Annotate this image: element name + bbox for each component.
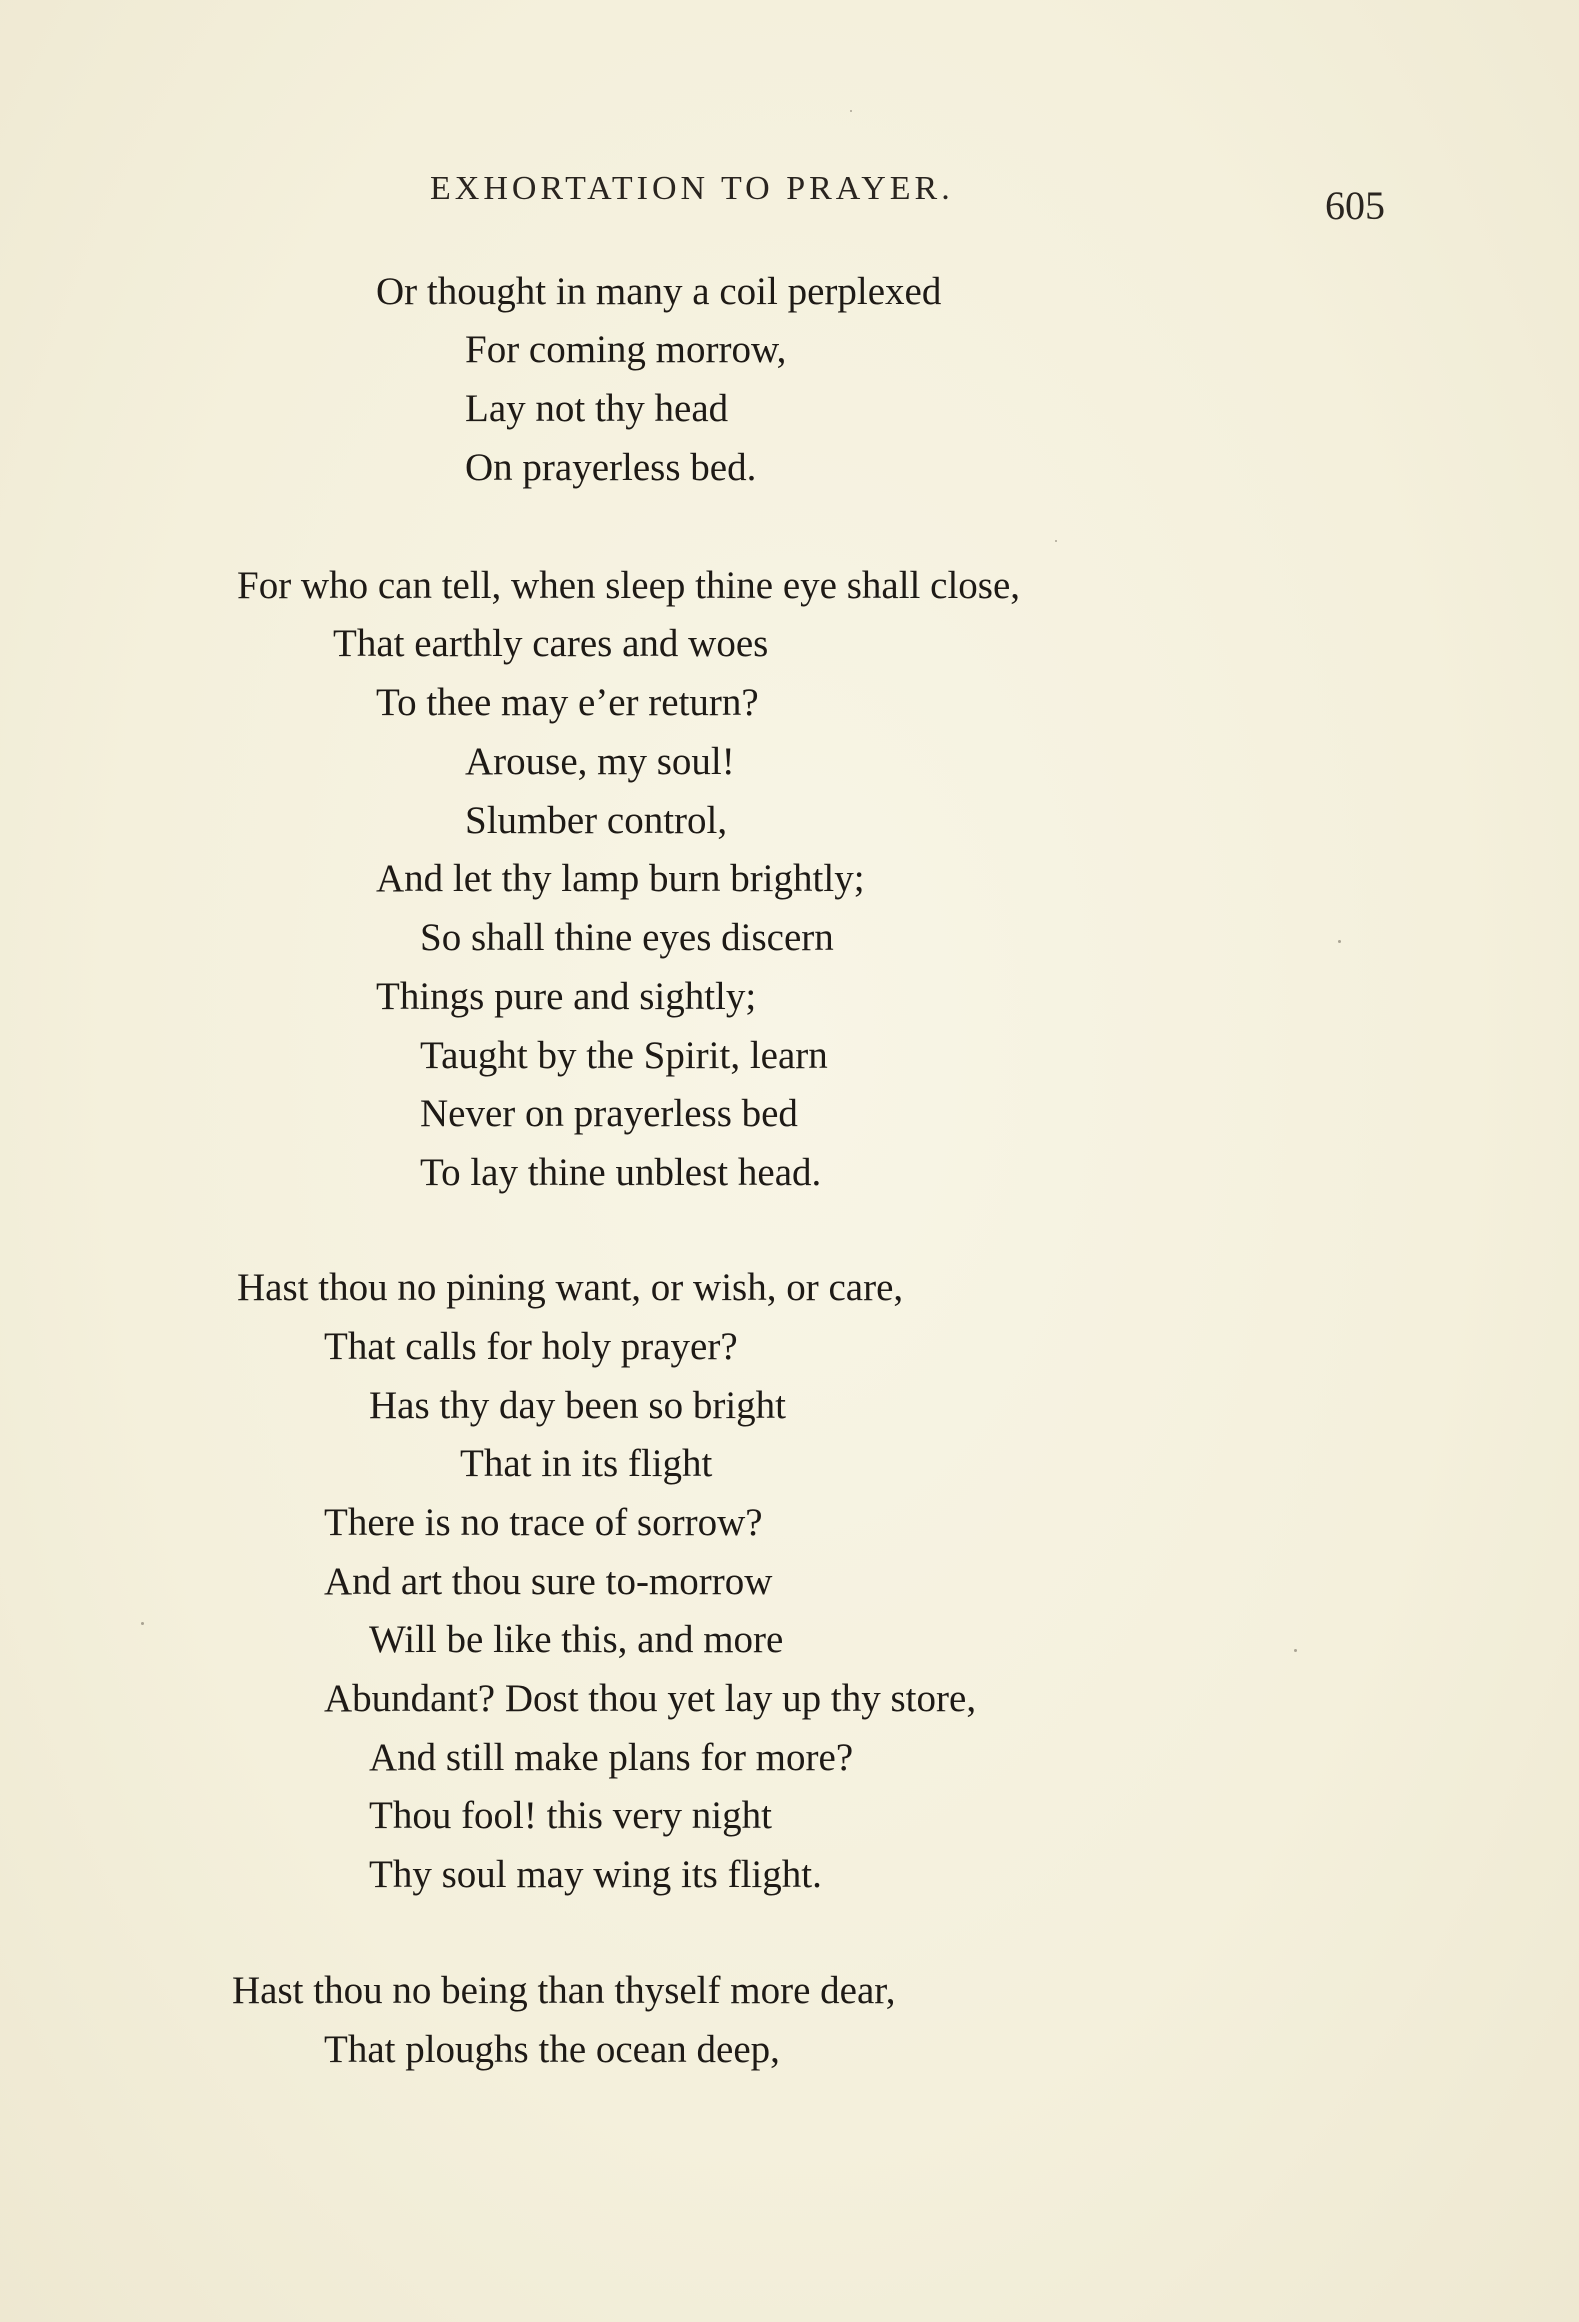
poem-line: On prayerless bed. bbox=[465, 446, 757, 489]
poem-line: That in its flight bbox=[460, 1442, 713, 1485]
poem-line: That ploughs the ocean deep, bbox=[324, 2028, 780, 2071]
poem-line: Lay not thy head bbox=[465, 387, 729, 430]
poem-line: Has thy day been so bright bbox=[369, 1384, 787, 1427]
poem-line: Thy soul may wing its flight. bbox=[369, 1853, 822, 1896]
paper-speck bbox=[1294, 1649, 1297, 1652]
paper-speck bbox=[1055, 540, 1057, 542]
poem-line: To thee may e’er return? bbox=[376, 681, 759, 724]
paper-speck bbox=[1338, 940, 1341, 943]
poem-line: Taught by the Spirit, learn bbox=[420, 1034, 828, 1077]
page-number: 605 bbox=[1325, 183, 1385, 228]
poem-line: And let thy lamp burn brightly; bbox=[376, 857, 865, 900]
poem-line: Or thought in many a coil perplexed bbox=[376, 270, 942, 313]
running-head-title: EXHORTATION TO PRAYER. bbox=[430, 170, 954, 207]
poem-line: Arouse, my soul! bbox=[465, 740, 735, 783]
poem-line: That earthly cares and woes bbox=[333, 622, 769, 665]
paper-speck bbox=[141, 1622, 144, 1625]
poem-line: Thou fool! this very night bbox=[369, 1794, 772, 1837]
poem-line: And art thou sure to-morrow bbox=[324, 1560, 773, 1603]
poem-line: Never on prayerless bed bbox=[420, 1092, 798, 1135]
poem-line: Will be like this, and more bbox=[369, 1618, 784, 1661]
poem-line: Hast thou no being than thyself more dear, bbox=[232, 1969, 896, 2012]
poem-line: For coming morrow, bbox=[465, 328, 787, 371]
poem-line: For who can tell, when sleep thine eye shall close, bbox=[237, 564, 1021, 607]
poem-line: Slumber control, bbox=[465, 799, 728, 842]
poem-line: Abundant? Dost thou yet lay up thy store, bbox=[324, 1677, 977, 1720]
poem-line: That calls for holy prayer? bbox=[324, 1325, 738, 1368]
poem-line: Things pure and sightly; bbox=[376, 975, 757, 1018]
poem-line: And still make plans for more? bbox=[369, 1736, 854, 1779]
poem-line: So shall thine eyes discern bbox=[420, 916, 834, 959]
paper-speck bbox=[850, 110, 852, 112]
poem-line: There is no trace of sorrow? bbox=[324, 1501, 763, 1544]
poem-line: Hast thou no pining want, or wish, or care, bbox=[237, 1266, 904, 1309]
poem-line: To lay thine unblest head. bbox=[420, 1151, 822, 1194]
